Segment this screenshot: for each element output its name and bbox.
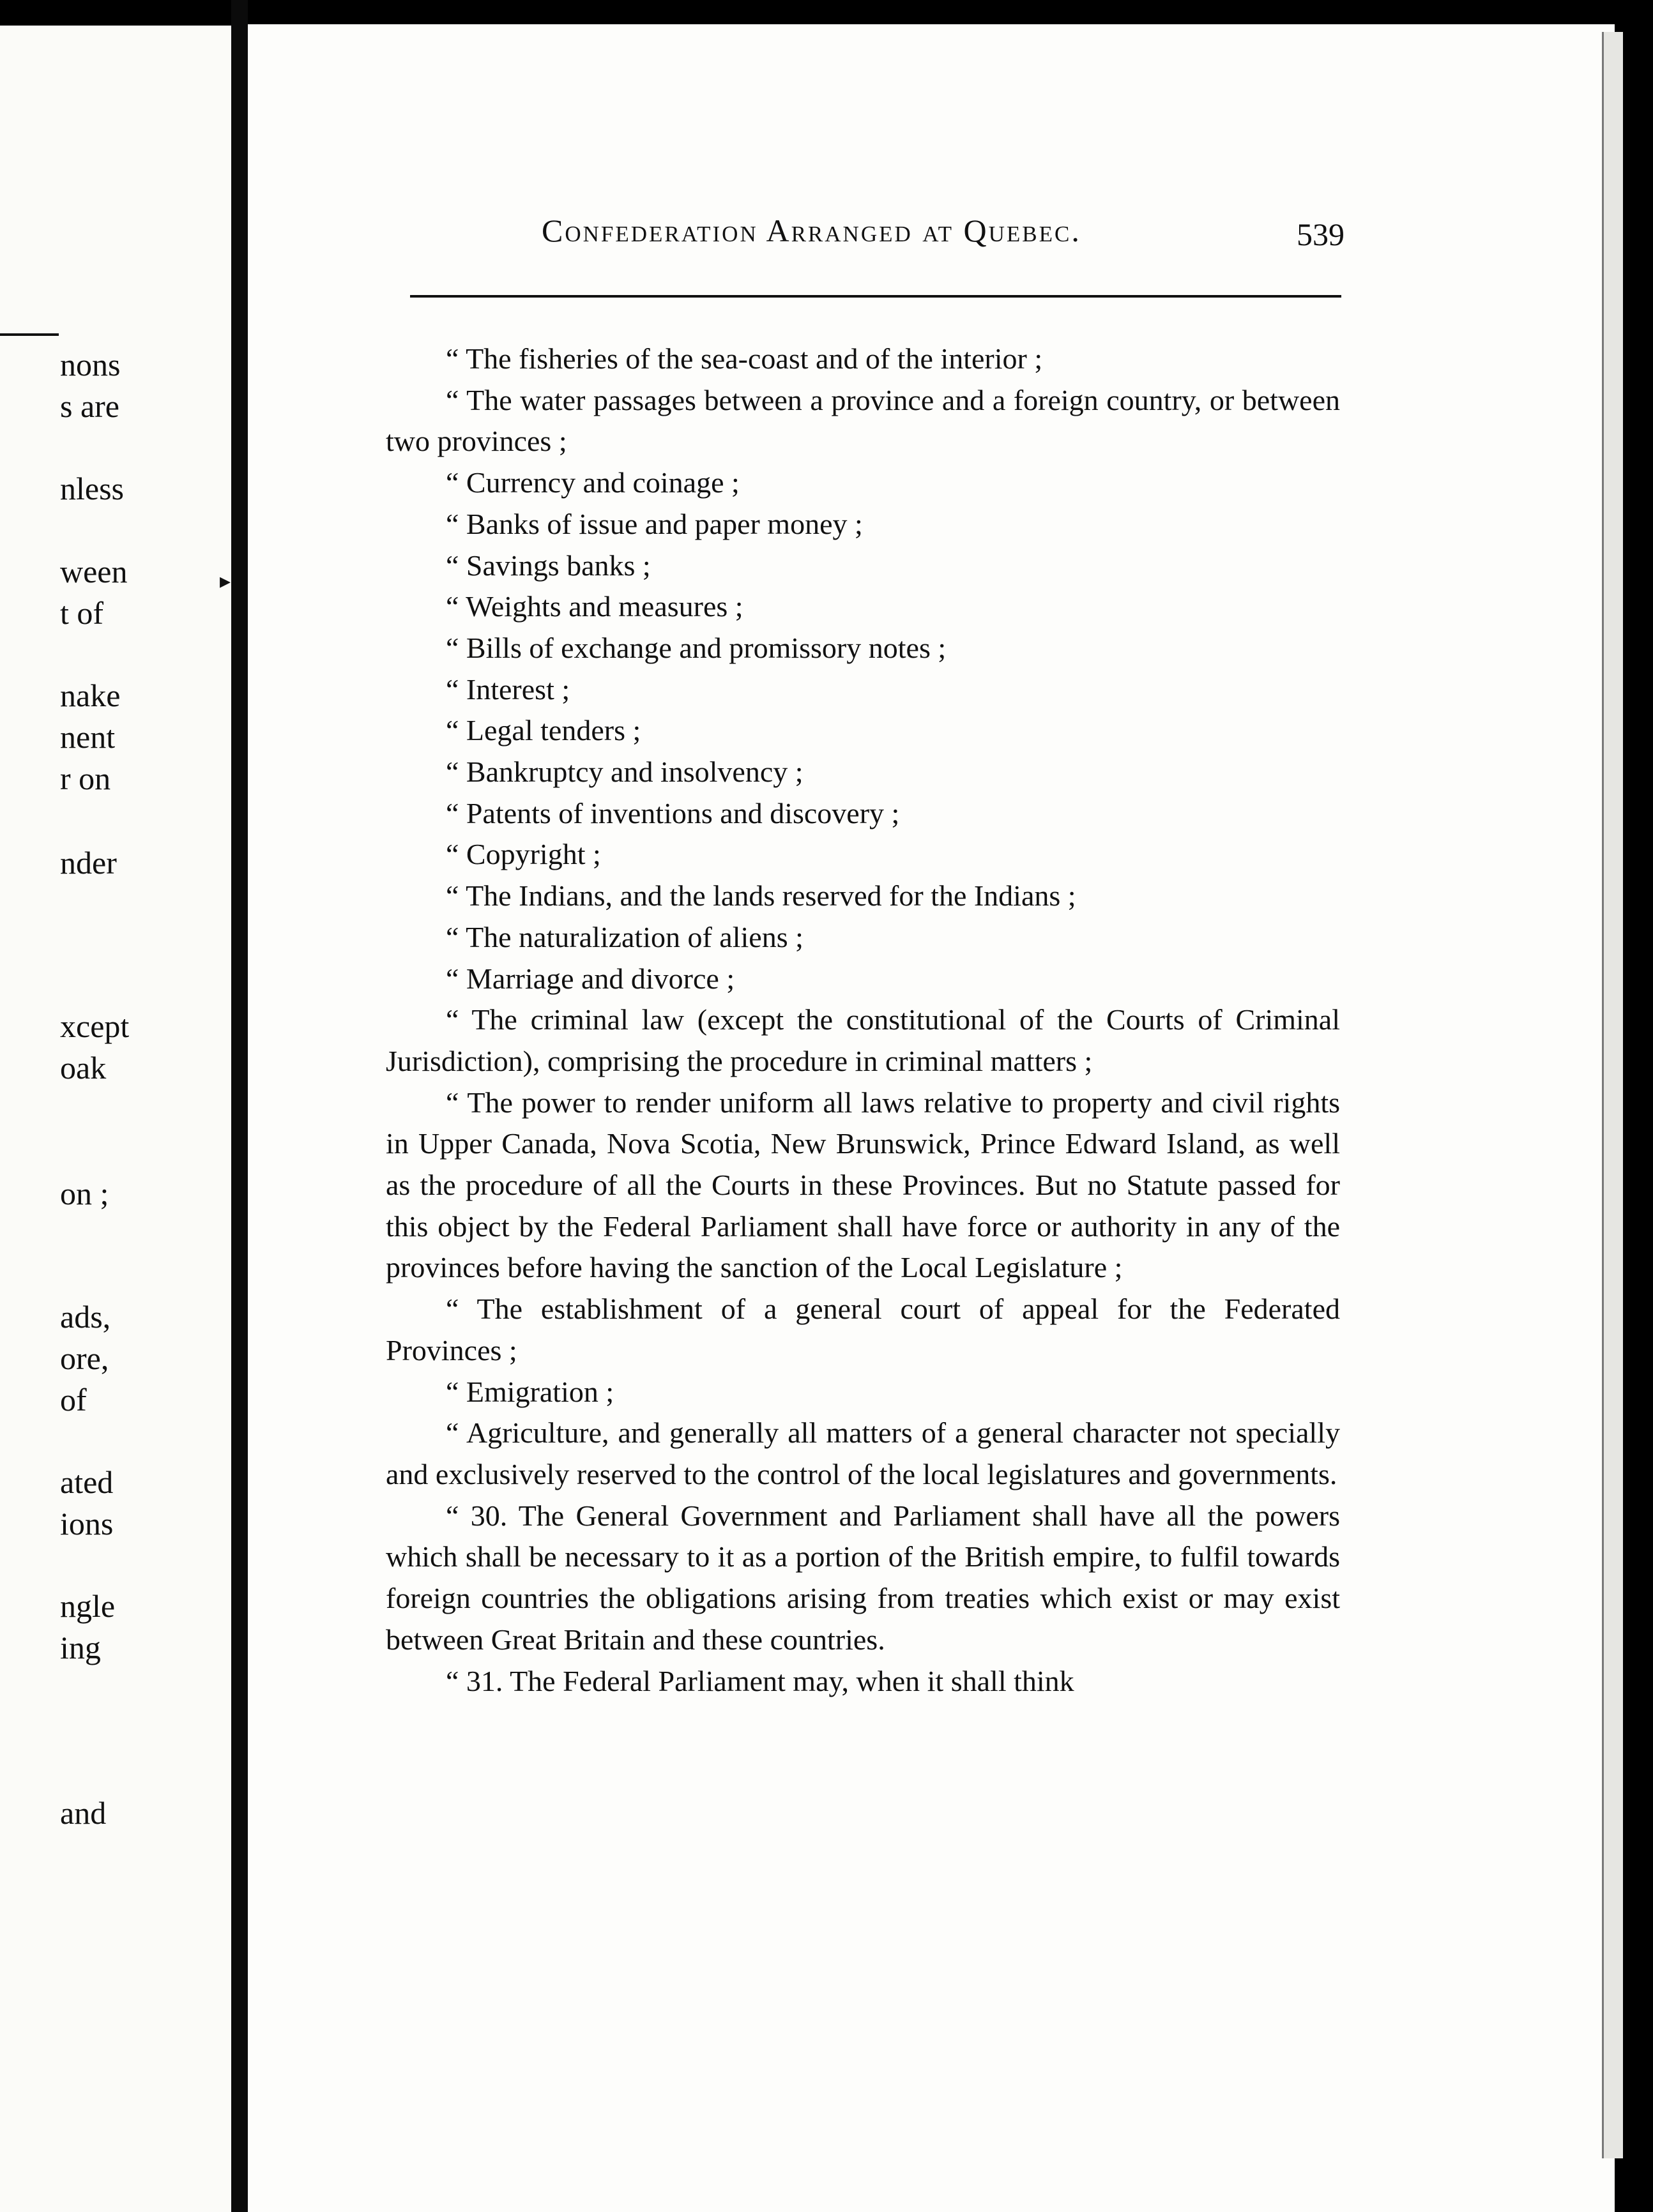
page-stack-edge xyxy=(1602,32,1623,2158)
paragraph: “ Emigration ; xyxy=(446,1375,614,1408)
paragraph: “ The criminal law (except the constitutional of the Courts of Criminal Jurisdiction), comprising the procedure in criminal matters ; xyxy=(386,1003,1340,1077)
paragraph: “ Weights and measures ; xyxy=(446,590,743,623)
left-page-fragment: nons xyxy=(60,347,121,383)
book-gutter xyxy=(231,0,248,2212)
running-title: Confederation Arranged at Quebec. xyxy=(542,213,1081,248)
paragraph: “ Agriculture, and generally all matters of a general character not specially and exclusively reserved to the control of the local legislatures and governments. xyxy=(386,1416,1340,1490)
paragraph: “ Copyright ; xyxy=(446,838,601,871)
paragraph: “ The establishment of a general court of appeal for the Federated Provinces ; xyxy=(386,1292,1340,1367)
left-page-fragment: of xyxy=(60,1382,87,1418)
paragraph: “ Legal tenders ; xyxy=(446,714,641,747)
binding-mark: ▸ xyxy=(220,568,231,594)
paragraph: “ 31. The Federal Parliament may, when it shall think xyxy=(446,1664,1074,1697)
paragraph: “ 30. The General Government and Parliament shall have all the powers which shall be necessary to it as a portion of the British empire, to fulfil towards foreign countries the obligations arising from treaties which exist or may exist between Great Britain and these countries. xyxy=(386,1499,1340,1656)
left-page-fragment: r on xyxy=(60,761,111,796)
left-page-fragment: t of xyxy=(60,595,104,631)
paragraph: “ Savings banks ; xyxy=(446,549,651,582)
left-page-fragment: nless xyxy=(60,471,124,506)
paragraph: “ Currency and coinage ; xyxy=(446,466,740,499)
paragraph: “ Banks of issue and paper money ; xyxy=(446,507,863,540)
paragraph: “ Interest ; xyxy=(446,672,570,706)
paragraph: “ The water passages between a province and a foreign country, or between two provinces ; xyxy=(386,383,1340,458)
left-page-fragment: nder xyxy=(60,845,117,881)
left-page-fragment: s are xyxy=(60,388,119,424)
paragraph: “ The fisheries of the sea-coast and of the interior ; xyxy=(446,342,1043,375)
left-page-fragment: ween xyxy=(60,554,128,589)
left-page-fragment: ions xyxy=(60,1506,114,1542)
left-page-fragment: ngle xyxy=(60,1588,116,1624)
left-page-fragment: ing xyxy=(60,1630,101,1665)
paragraph: “ Bankruptcy and insolvency ; xyxy=(446,755,804,789)
facing-page-left xyxy=(0,26,231,2212)
header-rule xyxy=(410,295,1341,298)
page-number: 539 xyxy=(1297,216,1344,252)
left-page-fragment: on ; xyxy=(60,1176,109,1211)
paragraph: “ The Indians, and the lands reserved for the Indians ; xyxy=(446,879,1076,913)
left-page-fragment: xcept xyxy=(60,1008,130,1044)
left-page-fragment: oak xyxy=(60,1050,107,1086)
left-page-fragment: ads, xyxy=(60,1299,111,1335)
left-page-header-rule xyxy=(0,333,59,336)
left-page-fragment: ore, xyxy=(60,1340,109,1376)
left-page-fragment: nake xyxy=(60,678,121,713)
left-page-fragment: ated xyxy=(60,1464,114,1500)
left-page-fragment: and xyxy=(60,1795,107,1831)
running-header xyxy=(294,212,1354,282)
body-text xyxy=(386,338,1340,1702)
paragraph: “ The power to render uniform all laws relative to property and civil rights in Upper Canada, Nova Scotia, New Brunswick, Prince Edward Island, as well as the procedure of all the Courts in these Provinces. But no Statute passed for this object by the Federal Parliament shall have force or authority in any of the provinces before having the sanction of the Local Legislature ; xyxy=(386,1086,1340,1284)
paragraph: “ Bills of exchange and promissory notes ; xyxy=(446,631,947,664)
paragraph: “ Marriage and divorce ; xyxy=(446,962,735,995)
paragraph: “ Patents of inventions and discovery ; xyxy=(446,796,900,830)
left-page-fragment: nent xyxy=(60,719,116,755)
paragraph: “ The naturalization of aliens ; xyxy=(446,920,804,953)
